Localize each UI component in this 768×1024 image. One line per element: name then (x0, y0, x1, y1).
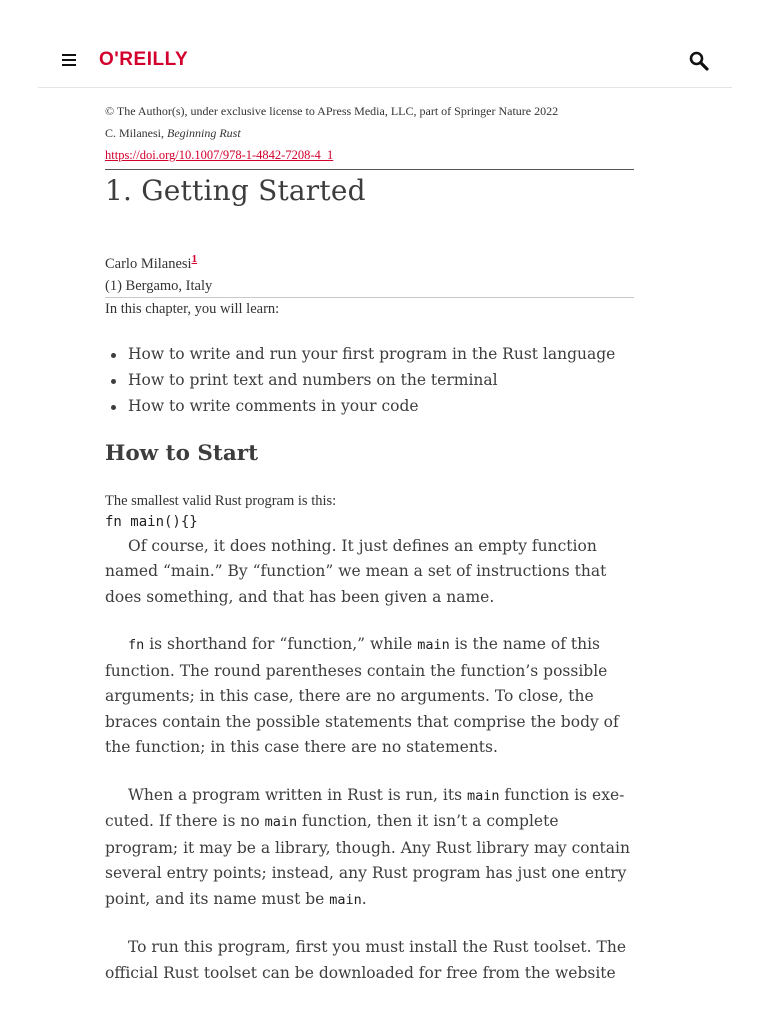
copyright-notice: © The Author(s), under exclusive license to APress Media, LLC, part of Springer Nature 2022 (105, 104, 559, 118)
citation-book-title: Beginning Rust (167, 126, 241, 140)
paragraph-1: Of course, it does nothing. It just defines an empty function named “main.” By “function” we mean a set of instructions that does something, and that has been given a name. (105, 536, 607, 606)
paragraph-text: function is executed. If there is no (105, 785, 625, 831)
hamburger-menu-icon[interactable] (62, 52, 76, 68)
list-item: How to print text and numbers on the terminal (105, 367, 634, 393)
chapter-intro: In this chapter, you will learn: (105, 300, 280, 317)
paragraph-text: is the name of this function. The round parentheses contain the function’s possible arguments; in this case, there are no arguments. To close, the braces contain the possible statements that comprise the body of the function; in this case there are no statements. (105, 635, 619, 757)
search-icon[interactable] (689, 51, 709, 71)
inline-code: main (329, 891, 362, 908)
learning-objectives-list (105, 341, 634, 419)
paragraph-text: is shorthand for “function,” while (144, 635, 418, 654)
author-line (105, 248, 634, 275)
oreilly-logo[interactable]: O'REILLY (99, 49, 189, 70)
doi-link[interactable]: https://doi.org/10.1007/978-1-4842-7208-4_1 (105, 148, 334, 162)
chapter-title: 1. Getting Started (105, 174, 366, 207)
inline-code: main (466, 787, 500, 804)
chapter-content (105, 100, 634, 986)
section-lead: The smallest valid Rust program is this: (105, 492, 337, 509)
list-item: How to write and run your first program in the Rust language (105, 341, 634, 367)
inline-code: main (264, 814, 298, 831)
author-footnote-link[interactable]: 1 (191, 253, 198, 265)
header-divider (105, 169, 634, 170)
paragraph-4: To run this program, first you must install the Rust toolset. The official Rust toolset can be downloaded for free from the website (105, 938, 627, 982)
citation-author: C. Milanesi, (105, 126, 167, 140)
inline-code: main (417, 637, 450, 654)
top-navigation-bar (38, 0, 732, 88)
citation (105, 122, 634, 144)
paragraph-text: function, then it isn’t a complete program; it may be a library, though. Any Rust library may contain several entry points; instead, any Rust program has just one entry point, and its name must be (105, 812, 630, 908)
author-name: Carlo Milanesi (105, 255, 192, 272)
code-snippet: fn main(){} (105, 513, 198, 530)
paragraph-text: When a program written in Rust is run, its (128, 785, 467, 804)
list-item: How to write comments in your code (105, 393, 634, 419)
paragraph-text: . (361, 889, 367, 908)
inline-code: fn (128, 637, 145, 654)
section-heading: How to Start (105, 440, 259, 466)
paragraph-3 (105, 783, 634, 914)
author-affiliation: (1) Bergamo, Italy (105, 277, 213, 294)
paragraph-2 (105, 632, 634, 761)
